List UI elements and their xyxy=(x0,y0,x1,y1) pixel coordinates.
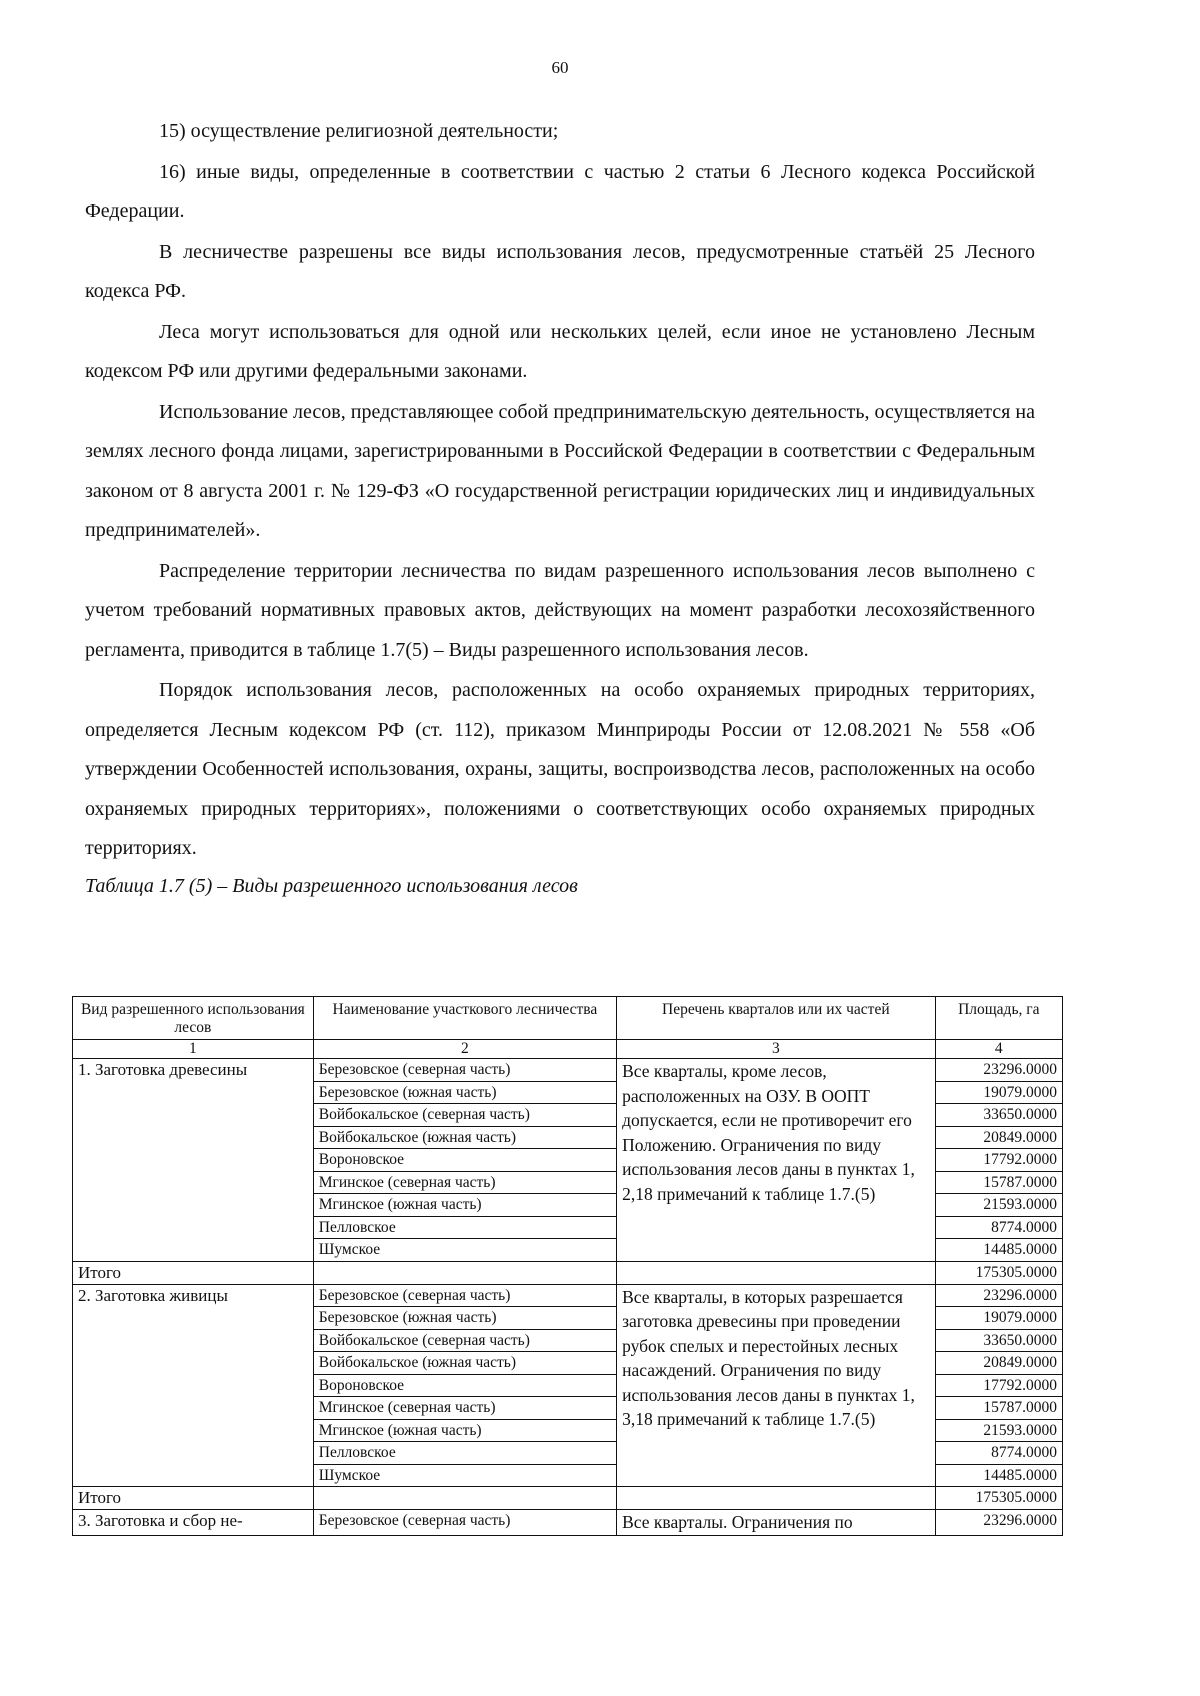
total-label-cell: Итого xyxy=(73,1261,314,1284)
use-kind-cell: 1. Заготовка древесины xyxy=(73,1059,314,1262)
forestry-name-cell: Пелловское xyxy=(313,1216,616,1239)
body-paragraph: 16) иные виды, определенные в соответствии с частью 2 статьи 6 Лесного кодекса Российской Федерации. xyxy=(85,160,1035,222)
column-number: 3 xyxy=(617,1040,935,1059)
header-quarters: Перечень кварталов или их частей xyxy=(617,997,935,1040)
column-number-row xyxy=(73,1040,1063,1059)
table-caption: Таблица 1.7 (5) – Виды разрешенного использования лесов xyxy=(85,874,578,897)
area-cell: 8774.0000 xyxy=(935,1216,1062,1239)
paragraph-list xyxy=(85,112,1035,869)
body-text xyxy=(85,112,1035,902)
area-cell: 17792.0000 xyxy=(935,1149,1062,1172)
table-body xyxy=(73,1059,1063,1536)
use-kind-cell: 3. Заготовка и сбор не- xyxy=(73,1510,314,1536)
forestry-name-cell: Мгинское (северная часть) xyxy=(313,1171,616,1194)
forestry-name-cell: Мгинское (южная часть) xyxy=(313,1194,616,1217)
column-number: 4 xyxy=(935,1040,1062,1059)
forestry-name-cell: Войбокальское (северная часть) xyxy=(313,1329,616,1352)
area-cell: 21593.0000 xyxy=(935,1194,1062,1217)
forestry-name-cell: Шумское xyxy=(313,1464,616,1487)
forestry-name-cell: Войбокальское (южная часть) xyxy=(313,1126,616,1149)
body-paragraph: Порядок использования лесов, расположенных на особо охраняемых природных территориях, определяется Лесным кодексом РФ (ст. 112), приказом Минприроды России от 12.08.2021 № 558 «Об утверждении Особенностей использования, охраны, защиты, воспроизводства лесов, расположенных на особо охраняемых природных территориях», положениями о соответствующих особо охраняемых природных территориях. xyxy=(85,679,1035,859)
area-cell: 23296.0000 xyxy=(935,1284,1062,1307)
column-number: 1 xyxy=(73,1040,314,1059)
area-cell: 19079.0000 xyxy=(935,1307,1062,1330)
empty-cell xyxy=(617,1487,935,1510)
forestry-name-cell: Вороновское xyxy=(313,1149,616,1172)
table-header-row xyxy=(73,997,1063,1040)
table-row xyxy=(73,1059,1063,1082)
area-cell: 21593.0000 xyxy=(935,1419,1062,1442)
column-number: 2 xyxy=(313,1040,616,1059)
forestry-name-cell: Березовское (северная часть) xyxy=(313,1059,616,1082)
area-cell: 15787.0000 xyxy=(935,1171,1062,1194)
forestry-name-cell: Вороновское xyxy=(313,1374,616,1397)
area-cell: 8774.0000 xyxy=(935,1442,1062,1465)
allowed-uses-table xyxy=(72,996,1063,1536)
forestry-name-cell: Мгинское (южная часть) xyxy=(313,1419,616,1442)
total-row xyxy=(73,1487,1063,1510)
forestry-name-cell: Шумское xyxy=(313,1239,616,1262)
area-cell: 14485.0000 xyxy=(935,1239,1062,1262)
total-area-cell: 175305.0000 xyxy=(935,1261,1062,1284)
forestry-name-cell: Березовское (южная часть) xyxy=(313,1307,616,1330)
empty-cell xyxy=(313,1261,616,1284)
area-cell: 33650.0000 xyxy=(935,1329,1062,1352)
area-cell: 20849.0000 xyxy=(935,1352,1062,1375)
body-paragraph: Леса могут использоваться для одной или нескольких целей, если иное не установлено Лесным кодексом РФ или другими федеральными законами. xyxy=(85,320,1035,382)
header-forestry: Наименование участкового лесничества xyxy=(313,997,616,1040)
forestry-name-cell: Пелловское xyxy=(313,1442,616,1465)
header-area: Площадь, га xyxy=(935,997,1062,1040)
forestry-name-cell: Мгинское (северная часть) xyxy=(313,1397,616,1420)
body-paragraph: Использование лесов, представляющее собой предпринимательскую деятельность, осуществляется на землях лесного фонда лицами, зарегистрированными в Российской Федерации в соответствии с Федеральным законом от 8 августа 2001 г. № 129-ФЗ «О государственной регистрации юридических лиц и индивидуальных предпринимателей». xyxy=(85,400,1035,541)
table-row xyxy=(73,1510,1063,1536)
forestry-name-cell: Войбокальское (южная часть) xyxy=(313,1352,616,1375)
total-row xyxy=(73,1261,1063,1284)
forestry-name-cell: Березовское (северная часть) xyxy=(313,1510,616,1536)
header-kind: Вид разрешенного использования лесов xyxy=(73,997,314,1040)
quarters-list-cell: Все кварталы. Ограничения по xyxy=(617,1510,935,1536)
total-area-cell: 175305.0000 xyxy=(935,1487,1062,1510)
area-cell: 17792.0000 xyxy=(935,1374,1062,1397)
area-cell: 23296.0000 xyxy=(935,1059,1062,1082)
total-label-cell: Итого xyxy=(73,1487,314,1510)
page-number: 60 xyxy=(551,58,569,77)
area-cell: 23296.0000 xyxy=(935,1510,1062,1536)
empty-cell xyxy=(617,1261,935,1284)
quarters-list-cell: Все кварталы, кроме лесов, расположенных на ОЗУ. В ООПТ допускается, если не противоречит его Положению. Ограничения по виду использования лесов даны в пунктах 1, 2,18 примечаний к таблице 1.7.(5) xyxy=(617,1059,935,1262)
area-cell: 19079.0000 xyxy=(935,1081,1062,1104)
forestry-name-cell: Войбокальское (северная часть) xyxy=(313,1104,616,1127)
area-cell: 15787.0000 xyxy=(935,1397,1062,1420)
body-paragraph: 15) осуществление религиозной деятельности; xyxy=(159,120,559,142)
empty-cell xyxy=(313,1487,616,1510)
body-paragraph: В лесничестве разрешены все виды использования лесов, предусмотренные статьёй 25 Лесного кодекса РФ. xyxy=(85,240,1035,302)
area-cell: 20849.0000 xyxy=(935,1126,1062,1149)
table-row xyxy=(73,1284,1063,1307)
forestry-name-cell: Березовское (южная часть) xyxy=(313,1081,616,1104)
use-kind-cell: 2. Заготовка живицы xyxy=(73,1284,314,1487)
area-cell: 33650.0000 xyxy=(935,1104,1062,1127)
forestry-name-cell: Березовское (северная часть) xyxy=(313,1284,616,1307)
area-cell: 14485.0000 xyxy=(935,1464,1062,1487)
quarters-list-cell: Все кварталы, в которых разрешается заготовка древесины при проведении рубок спелых и перестойных лесных насаждений. Ограничения по виду использования лесов даны в пунктах 1, 3,18 примечаний к таблице 1.7.(5) xyxy=(617,1284,935,1487)
body-paragraph: Распределение территории лесничества по видам разрешенного использования лесов выполнено с учетом требований нормативных правовых актов, действующих на момент разработки лесохозяйственного регламента, приводится в таблице 1.7(5) – Виды разрешенного использования лесов. xyxy=(85,559,1035,661)
